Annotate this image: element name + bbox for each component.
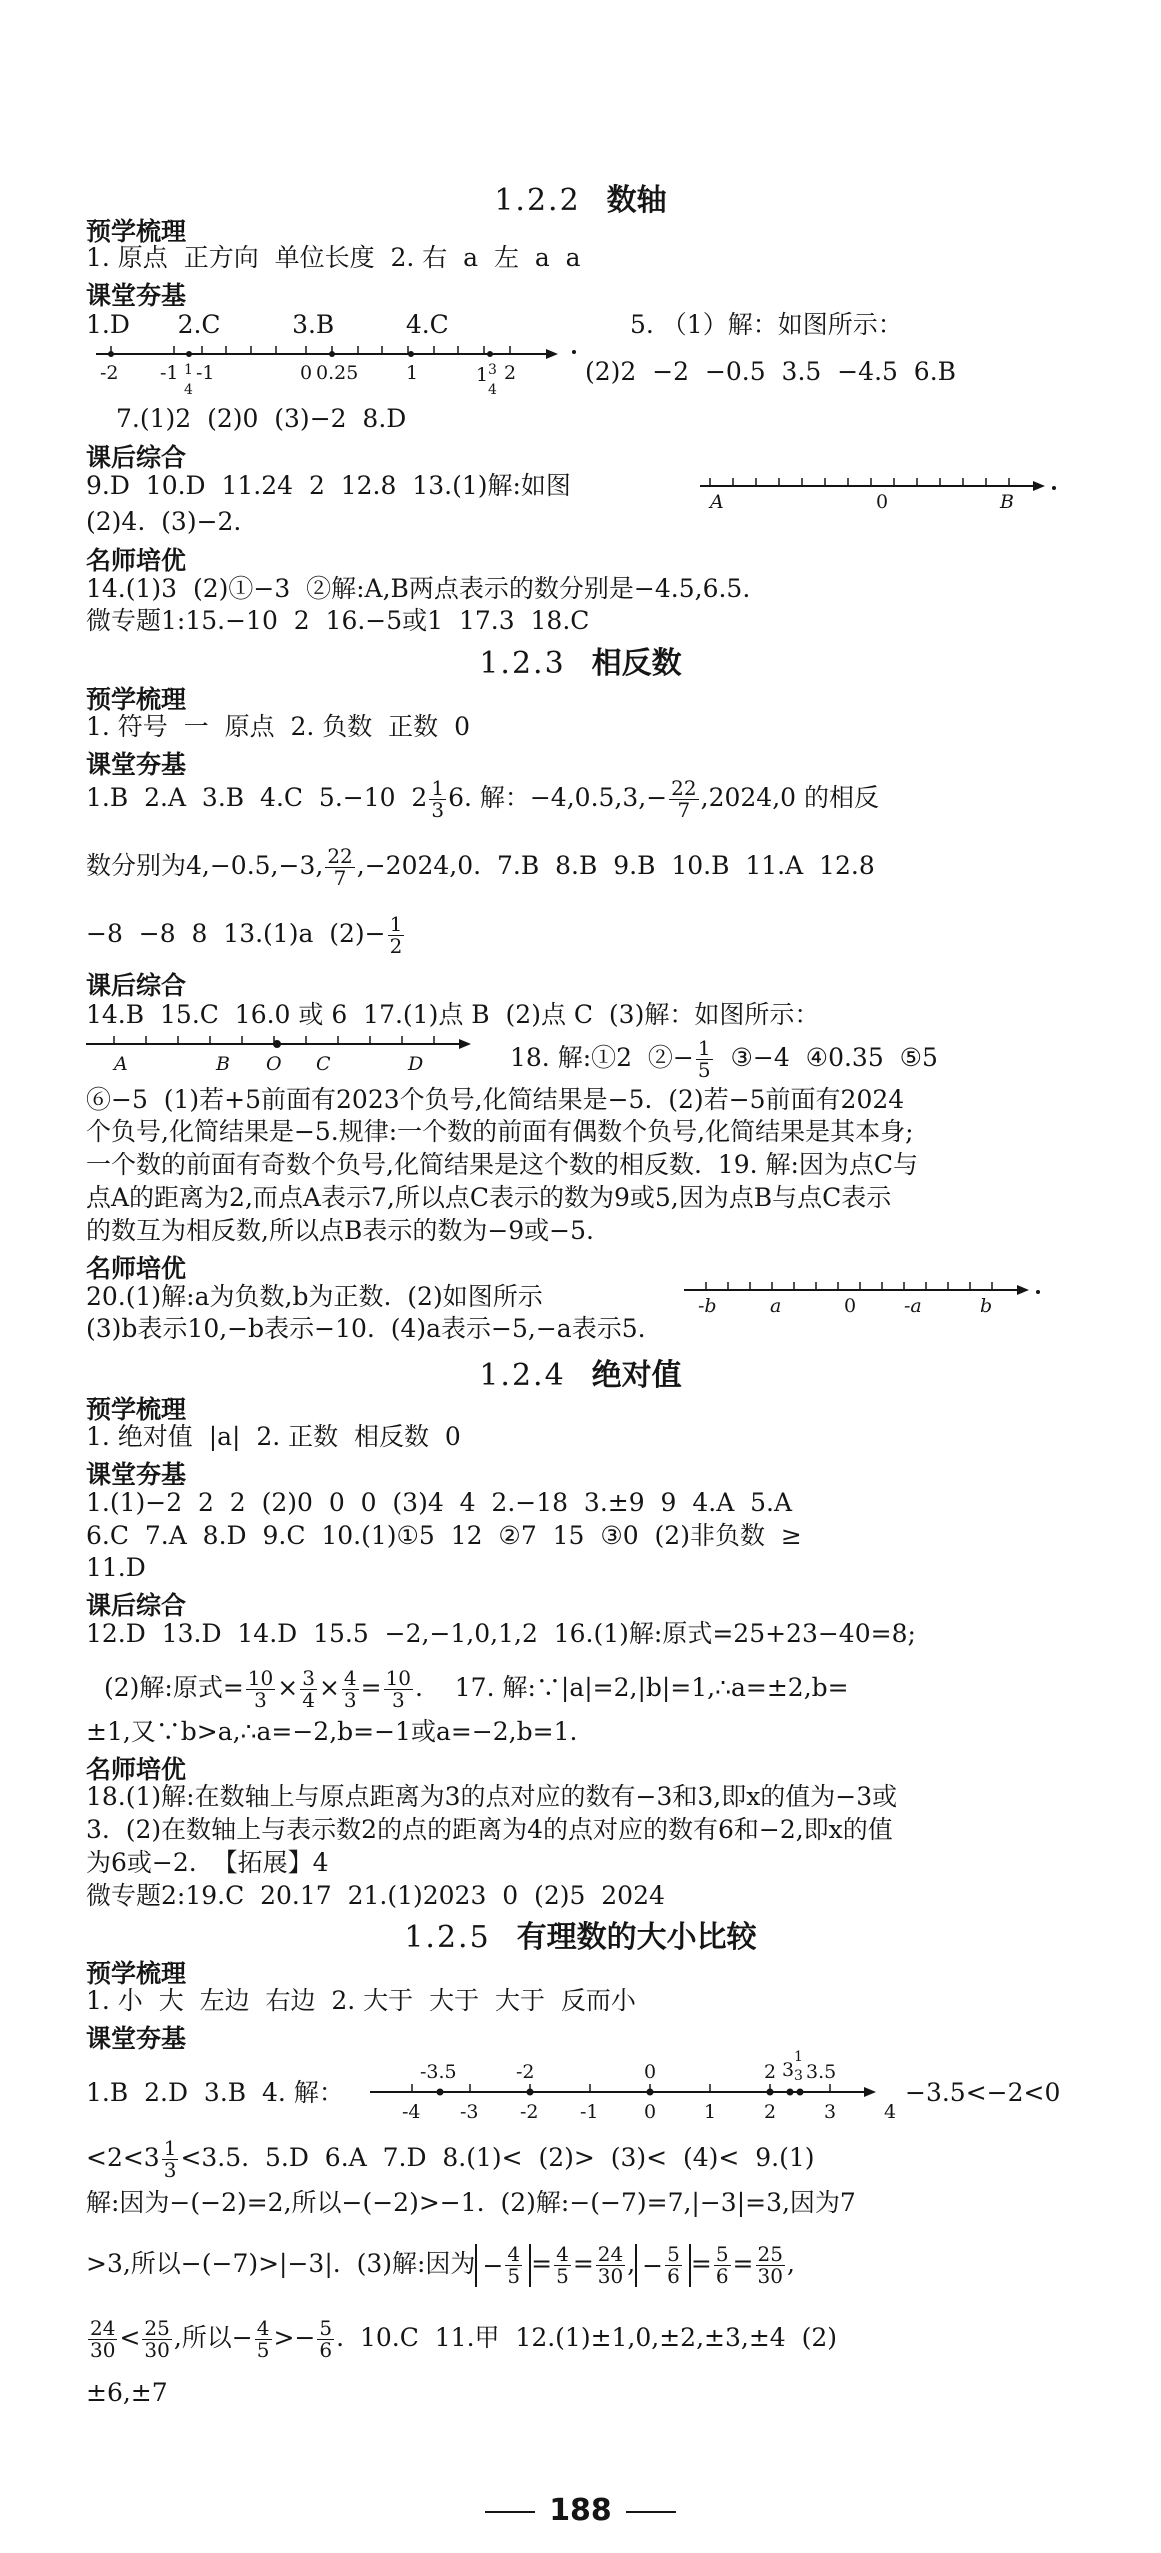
tick-label: -4 — [402, 2101, 421, 2123]
page-number: 188 — [0, 2493, 1161, 2528]
fraction: $\frac{5}{6}$ — [319, 2316, 333, 2362]
answer-line: 1.D 2.C 3.B 4.C — [86, 310, 449, 339]
number-line-3 — [86, 1030, 486, 1082]
answer-line: 1.(1)−2 2 2 (2)0 0 0 (3)4 4 2.−18 3.±9 9 4.A 5.A — [86, 1488, 793, 1517]
answer-line: −8 −8 8 13.(1)a (2)− $\frac{1}{2}$ — [86, 912, 403, 958]
fraction: $\frac{3}{4}$ — [302, 1666, 315, 1712]
answer-line: 一个数的前面有奇数个负号,化简结果是这个数的相反数. 19. 解:因为点C与 — [86, 1150, 919, 1179]
answer-line: 3. (2)在数轴上与表示数2的点的距离为4的点对应的数有6和−2,即x的值 — [86, 1815, 893, 1844]
fraction: $\frac{25}{30}$ — [757, 2242, 783, 2288]
answer-line: 14.(1)3 (2)①−3 ②解:A,B两点表示的数分别是−4.5,6.5. — [86, 574, 751, 603]
fraction: $\frac{4}{3}$ — [343, 1666, 357, 1712]
point-label: 3 — [794, 2068, 803, 2084]
tick-label: 1 — [476, 364, 489, 386]
point-label: -b — [698, 1295, 717, 1317]
heading-kehou: 课后综合 — [86, 1591, 187, 1620]
answer-line: 9.D 10.D 11.24 2 12.8 13.(1)解:如图 — [86, 471, 571, 500]
answer-line: ±6,±7 — [86, 2378, 168, 2407]
section-title-1-2-5: 1.2.5 有理数的大小比较 — [404, 1920, 757, 1955]
section-title-1-2-3: 1.2.3 相反数 — [479, 646, 682, 681]
fraction: $\frac{22}{7}$ — [671, 776, 697, 822]
answer-line: 11.D — [86, 1553, 146, 1582]
point-label: A — [710, 491, 724, 513]
fraction: $\frac{1}{5}$ — [697, 1036, 711, 1082]
fraction: $\frac{5}{6}$ — [715, 2242, 729, 2288]
answer-line: 数分别为4,−0.5,−3, $\frac{22}{7}$ ,−2024,0. 7.B 8.B 9.B 10.B 11.A 12.8 — [86, 844, 875, 890]
absolute-value: − $\frac{5}{6}$ — [635, 2244, 691, 2287]
answer-line: 1.B 2.D 3.B 4. 解： — [86, 2078, 344, 2107]
answer-line: 18.(1)解:在数轴上与原点距离为3的点对应的数有−3和3,即x的值为−3或 — [86, 1782, 898, 1811]
heading-yuxue: 预学梳理 — [86, 1959, 187, 1988]
answer-line: 1. 原点 正方向 单位长度 2. 右 a 左 a a — [86, 243, 581, 272]
answer-line: 1. 小 大 左边 右边 2. 大于 大于 大于 反而小 — [86, 1986, 636, 2015]
answer-line: (2)解:原式= $\frac{10}{3}$ × $\frac{3}{4}$ × $\frac{4}{3}$ = $\frac{10}{3}$ . 17. 解:∵|a|=2,|b|=1,∴a=±2,b= — [104, 1666, 849, 1712]
fraction: $\frac{10}{3}$ — [385, 1666, 412, 1712]
fraction: $\frac{4}{5}$ — [556, 2242, 569, 2288]
answer-line: 14.B 15.C 16.0 或 6 17.(1)点 B (2)点 C (3)解：如图所示： — [86, 1000, 820, 1029]
answer-line: $\frac{24}{30}$ < $\frac{25}{30}$ ,所以− $\frac{4}{5}$ >− $\frac{5}{6}$ . 10.C 11.甲 12.(1)±1,0,±2,±3,±4 (2) — [90, 2316, 837, 2362]
section-title-1-2-2: 1.2.2 数轴 — [494, 183, 667, 218]
tick-label: 0 — [300, 362, 313, 384]
fraction: $\frac{4}{5}$ — [507, 2242, 521, 2288]
answer-line: (2)2 −2 −0.5 3.5 −4.5 6.B — [585, 357, 957, 386]
heading-ketang: 课堂夯基 — [86, 750, 187, 779]
answer-line: 1.B 2.A 3.B 4.C 5.−10 2 $\frac{1}{3}$ 6. 解：−4,0.5,3,− $\frac{22}{7}$ ,2024,0 的相反 — [86, 776, 879, 822]
section-title-1-2-4: 1.2.4 绝对值 — [479, 1358, 682, 1393]
heading-yuxue: 预学梳理 — [86, 685, 187, 714]
answer-line: 18. 解:①2 ②− $\frac{1}{5}$ ③−4 ④0.35 ⑤5 — [510, 1036, 938, 1082]
number-line-4 — [684, 1272, 1044, 1322]
fraction: $\frac{1}{3}$ — [163, 2136, 177, 2182]
number-line-5 — [370, 2046, 897, 2132]
heading-kehou: 课后综合 — [86, 971, 187, 1000]
heading-ketang: 课堂夯基 — [86, 281, 187, 310]
point-label: 3.5 — [806, 2061, 837, 2083]
answer-line: >3,所以−(−7)>|−3|. (3)解:因为 − $\frac{4}{5}$ = $\frac{4}{5}$ = $\frac{24}{30}$ , − $\frac{5}{6}$ = $\frac{5}{6}$ = $\frac{25}{30}$ , — [86, 2242, 795, 2288]
tick-label: -1 — [196, 362, 215, 384]
heading-ketang: 课堂夯基 — [86, 1460, 187, 1489]
answer-line: 20.(1)解:a为负数,b为正数. (2)如图所示 — [86, 1282, 543, 1311]
point-label: C — [316, 1053, 331, 1075]
tick-label: 0 — [644, 2101, 657, 2123]
tick-label: -3 — [460, 2101, 479, 2123]
heading-mingshi: 名师培优 — [86, 1254, 187, 1283]
fraction: $\frac{5}{6}$ — [667, 2242, 680, 2288]
answer-line: 微专题2:19.C 20.17 21.(1)2023 0 (2)5 2024 — [86, 1881, 665, 1910]
answer-line: ⑥−5 (1)若+5前面有2023个负号,化简结果是−5. (2)若−5前面有2024 — [86, 1085, 905, 1114]
point-label: -a — [904, 1295, 922, 1317]
point-label: A — [114, 1053, 128, 1075]
answer-line: 解:因为−(−2)=2,所以−(−2)>−1. (2)解:−(−7)=7,|−3|=3,因为7 — [86, 2188, 856, 2217]
answer-line: 12.D 13.D 14.D 15.5 −2,−1,0,1,2 16.(1)解:原式=25+23−40=8; — [86, 1619, 916, 1648]
tick-label: 4 — [884, 2101, 897, 2123]
answer-line: 5. （1）解：如图所示： — [630, 310, 903, 339]
answer-line: 点A的距离为2,而点A表示7,所以点C表示的数为9或5,因为点B与点C表示 — [86, 1183, 892, 1212]
tick-label: -2 — [100, 362, 119, 384]
tick-label: 1 — [704, 2101, 717, 2123]
point-label: 0 — [876, 491, 889, 513]
number-line-1 — [86, 332, 566, 404]
heading-mingshi: 名师培优 — [86, 1755, 187, 1784]
tick-label: 2 — [764, 2101, 777, 2123]
heading-kehou: 课后综合 — [86, 443, 187, 472]
absolute-value: − $\frac{4}{5}$ — [475, 2244, 531, 2287]
answer-line: <2<3 $\frac{1}{3}$ <3.5. 5.D 6.A 7.D 8.(1)< (2)> (3)< (4)< 9.(1) — [86, 2136, 815, 2182]
heading-yuxue: 预学梳理 — [86, 217, 187, 246]
point-label: 0 — [844, 1295, 857, 1317]
point-label: 3 — [782, 2059, 795, 2081]
tick-label: 1 — [184, 362, 193, 378]
tick-label: 3 — [824, 2101, 837, 2123]
point-label: b — [980, 1295, 993, 1317]
tick-label: -1 — [160, 362, 179, 384]
point-label: B — [1000, 491, 1014, 513]
tick-label: 4 — [184, 382, 193, 398]
heading-yuxue: 预学梳理 — [86, 1395, 187, 1424]
tick-label: 1 — [406, 362, 419, 384]
answer-line: 为6或−2. 【拓展】4 — [86, 1848, 329, 1877]
tick-label: 4 — [488, 382, 497, 398]
point-label: a — [770, 1295, 782, 1317]
answer-line: 1. 绝对值 |a| 2. 正数 相反数 0 — [86, 1422, 461, 1451]
fraction: $\frac{24}{30}$ — [90, 2316, 116, 2362]
answer-line: −3.5<−2<0 — [905, 2078, 1061, 2107]
point-label: B — [216, 1053, 230, 1075]
heading-mingshi: 名师培优 — [86, 546, 187, 575]
answer-line: 7.(1)2 (2)0 (3)−2 8.D — [116, 404, 407, 433]
tick-label: 2 — [504, 362, 517, 384]
point-label: 1 — [794, 2049, 803, 2065]
answer-line: 微专题1:15.−10 2 16.−5或1 17.3 18.C — [86, 606, 590, 635]
point-label: D — [408, 1053, 424, 1075]
tick-label: 3 — [488, 362, 497, 378]
point-label: O — [266, 1053, 282, 1075]
point-label: -3.5 — [420, 2061, 457, 2083]
fraction: $\frac{10}{3}$ — [247, 1666, 274, 1712]
fraction: $\frac{1}{3}$ — [431, 776, 445, 822]
fraction: $\frac{1}{2}$ — [389, 912, 403, 958]
tick-label: -1 — [580, 2101, 599, 2123]
answer-line: 1. 符号 一 原点 2. 负数 正数 0 — [86, 712, 470, 741]
heading-ketang: 课堂夯基 — [86, 2024, 187, 2053]
point-label: 0 — [644, 2061, 657, 2083]
tick-label: -2 — [520, 2101, 539, 2123]
fraction: $\frac{24}{30}$ — [597, 2242, 624, 2288]
answer-line: ±1,又∵b>a,∴a=−2,b=−1或a=−2,b=1. — [86, 1717, 578, 1746]
number-line-2 — [700, 468, 1060, 518]
fraction: $\frac{25}{30}$ — [144, 2316, 170, 2362]
answer-line: (3)b表示10,−b表示−10. (4)a表示−5,−a表示5. — [86, 1314, 646, 1343]
point-label: -2 — [516, 2061, 535, 2083]
answer-line: 个负号,化简结果是−5.规律:一个数的前面有偶数个负号,化简结果是其本身; — [86, 1117, 914, 1146]
answer-line: (2)4. (3)−2. — [86, 507, 242, 536]
answer-line: 的数互为相反数,所以点B表示的数为−9或−5. — [86, 1216, 594, 1245]
point-label: 2 — [764, 2061, 777, 2083]
fraction: $\frac{4}{5}$ — [256, 2316, 270, 2362]
tick-label: 0.25 — [316, 362, 359, 384]
answer-line: 6.C 7.A 8.D 9.C 10.(1)①5 12 ②7 15 ③0 (2)非负数 ≥ — [86, 1521, 802, 1550]
fraction: $\frac{22}{7}$ — [327, 844, 353, 890]
